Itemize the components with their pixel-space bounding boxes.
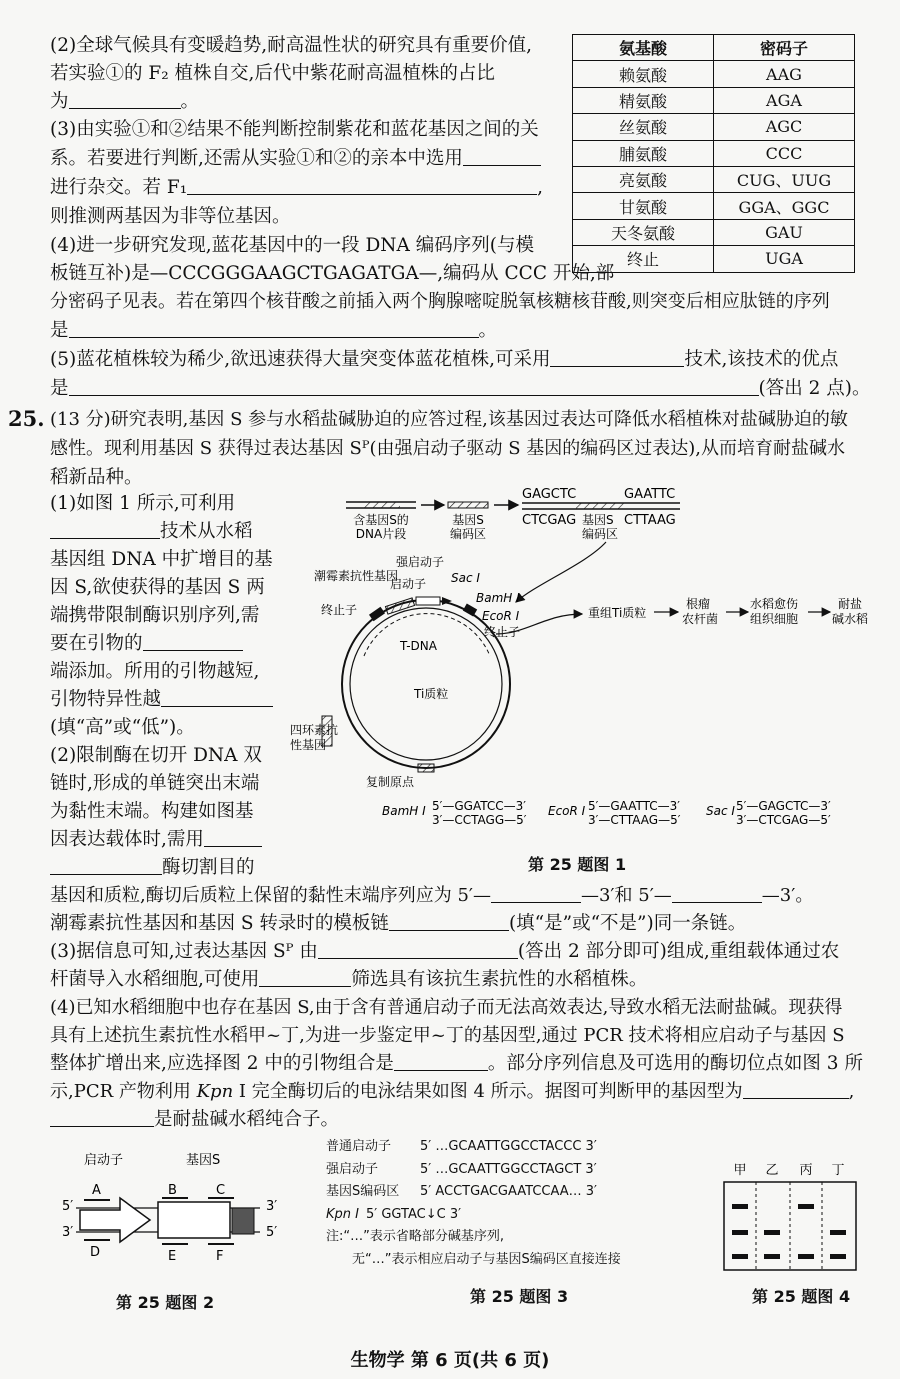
plasmid-outer [342,600,510,768]
gel-band [732,1204,748,1209]
label: T-DNA [400,639,437,653]
primer-label: E [168,1249,177,1264]
q25-p4-line4 [50,1080,854,1104]
figure-2 [50,1148,290,1278]
text: 。 [478,320,498,341]
figure-3 [326,1136,621,1271]
q24-p5-line2 [50,377,870,401]
label: 基因S [582,513,614,527]
label: 编码区 [449,527,487,541]
ori [418,764,434,772]
primer-label: D [90,1245,101,1260]
table-cell: 终止 [573,246,714,272]
label: BamH I [476,591,520,605]
primer-label: A [92,1183,101,1198]
table-cell: GGA、GGC [714,193,855,219]
lane-label: 丙 [799,1163,813,1178]
seq-label: 强启动子 [326,1161,379,1177]
seq-value: 5′ GGTAC↓C 3′ [366,1206,462,1222]
q24-p4-line2: 板链互补)是—CCCGGGAAGCTGAGATGA—,编码从 CCC 开始,部 [50,263,615,284]
table-row [573,246,855,272]
label: 启动子 [390,577,427,591]
primer-label: F [216,1249,224,1264]
text: Kpn [196,1081,234,1102]
text: (答出 2 点)。 [758,378,871,399]
table-row [573,140,855,166]
text: 示,PCR 产物利用 [50,1081,197,1102]
gel-band [830,1230,846,1235]
answer-blank[interactable] [69,319,479,338]
seq: 5′—GAGCTC—3′ [736,799,831,813]
q25-p2-line6 [50,884,813,908]
label: 3′ [266,1199,278,1214]
text: 潮霉素抗性基因和基因 S 转录时的模板链 [50,913,389,934]
table-cell: AGC [714,114,855,140]
seq: CTCGAG [522,513,577,528]
q24-p2-line2: 若实验①的 F₂ 植株自交,后代中紫花耐高温植株的占比 [50,63,495,84]
gene-s-hatch [364,502,400,508]
seq-label: 普通启动子 [326,1139,392,1154]
label: 根瘤 [686,597,711,611]
codon-table [572,34,855,273]
label: 复制原点 [366,775,415,789]
answer-blank[interactable] [69,90,181,109]
answer-blank[interactable] [204,828,262,847]
table-row [573,219,855,245]
gel-band [732,1254,748,1259]
q24-p4-line4 [50,319,497,343]
seq-value: 5′ …GCAATTGGCCTAGCT 3′ [420,1161,597,1177]
table-cell: 丝氨酸 [573,114,714,140]
text: (5)蓝花植株较为稀少,欲迅速获得大量突变体蓝花植株,可采用 [50,349,551,370]
table-row [573,114,855,140]
label: 性基因 [290,738,327,752]
figure-4 [720,1160,870,1276]
primer-label: C [216,1183,226,1198]
terminator-box [232,1208,254,1234]
label: BamH I [382,804,426,818]
seq: 5′—GAATTC—3′ [588,799,680,813]
text: 酶切割目的 [162,857,255,878]
q25-intro-line2: 感性。现利用基因 S 获得过表达基因 Sᴾ(由强启动子驱动 S 基因的编码区过表达),从而培育耐盐碱水 [50,438,845,459]
text: 是耐盐碱水稻纯合子。 [154,1109,340,1130]
lane-label: 甲 [733,1163,747,1178]
answer-blank[interactable] [161,688,273,707]
table-cell: AGA [714,87,855,113]
label: 强启动子 [396,555,445,569]
q25-p4-line3 [50,1052,863,1076]
q24-p3-line4: 则推测两基因为非等位基因。 [50,206,291,227]
promoter-arrow-shape [80,1198,150,1242]
q25-p1-line6 [50,632,243,656]
q25-p3-line1 [50,940,839,964]
gel-band [830,1254,846,1259]
text: 是 [50,320,69,341]
label: 水稻愈伤 [750,597,799,611]
q25-p1-line5: 端携带限制酶识别序列,需 [50,605,260,626]
text: (答出 2 部分即可)组成,重组载体通过农 [517,941,840,962]
q25-p1-line1: (1)如图 1 所示,可利用 [50,493,236,514]
q25-p1-line2 [50,520,253,544]
answer-blank[interactable] [463,147,541,166]
q25-p1-line8 [50,688,273,712]
text: 为 [50,91,69,112]
seq: 3′—CCTAGG—5′ [432,813,527,827]
text: I 完全酶切后的电泳结果如图 4 所示。据图可判断甲的基因型为 [233,1081,743,1102]
text: (填“是”或“不是”)同一条链。 [508,913,747,934]
terminator-block [463,604,477,617]
q25-p4-line2: 具有上述抗生素抗性水稻甲~丁,为进一步鉴定甲~丁的基因型,通过 PCR 技术将相应启动子与基因 S [50,1025,845,1046]
text: 基因和质粒,酶切后质粒上保留的黏性末端序列应为 5′— [50,885,491,906]
label: Ti质粒 [414,687,449,701]
text: 因表达载体时,需用 [50,829,204,850]
table-cell: 脯氨酸 [573,140,714,166]
label: 含基因S的 [353,513,409,527]
label: 碱水稻 [832,612,869,626]
page-footer: 生物学 第 6 页(共 6 页) [350,1350,550,1371]
seq-label: 基因S编码区 [326,1184,400,1199]
label: 编码区 [582,527,619,541]
answer-blank[interactable] [50,1108,154,1127]
coding-region [448,502,488,508]
seq-value: 5′ ACCTGACGAATCCAA… 3′ [420,1184,597,1199]
text: 筛选具有该抗生素抗性的水稻植株。 [351,969,648,990]
q25-p2-line7 [50,912,746,936]
answer-blank[interactable] [491,884,581,903]
text: —3′。 [761,885,814,906]
table-cell: 亮氨酸 [573,166,714,192]
label: DNA片段 [355,527,407,541]
label: 耐盐 [838,597,863,611]
text: (3)据信息可知,过表达基因 Sᴾ 由 [50,941,318,962]
gel-band [798,1204,814,1209]
figure-caption: 第 25 题图 4 [752,1287,851,1306]
text: 技术从水稻 [160,521,253,542]
gel-band [764,1254,780,1259]
answer-blank[interactable] [143,632,243,651]
q24-p5-line1 [50,348,838,372]
label: Sac I [706,804,735,818]
text: 要在引物的 [50,633,143,654]
label: 基因S [452,513,484,527]
gel-band [732,1230,748,1235]
text: 技术,该技术的优点 [684,349,839,370]
figure-caption: 第 25 题图 1 [528,855,627,874]
plasmid-inner [350,608,502,760]
gene-s-hatch [576,503,624,509]
text: —3′和 5′— [580,885,672,906]
table-row [573,61,855,87]
q24-p4-line3: 分密码子见表。若在第四个核苷酸之前插入两个胸腺嘧啶脱氧核糖核苷酸,则突变后相应肽链的序列 [50,291,830,312]
label: 潮霉素抗性基因 [314,569,399,583]
q25-p2-line5 [50,856,255,880]
gel-band [764,1230,780,1235]
q25-p1-line3: 基因组 DNA 中扩增目的基 [50,549,273,570]
answer-blank[interactable] [318,940,518,959]
q25-p1-line9: (填“高”或“低”)。 [50,717,195,738]
answer-blank[interactable] [672,884,762,903]
text: 进行杂交。若 F₁ [50,177,188,198]
table-row [573,166,855,192]
seq: CTTAAG [624,513,676,528]
q24-p3-line3 [50,176,543,200]
table-row [573,87,855,113]
answer-blank[interactable] [743,1080,849,1099]
gene-box [158,1202,230,1238]
answer-blank[interactable] [394,1052,488,1071]
seq: 5′—GGATCC—3′ [432,799,526,813]
q24-p3-line1: (3)由实验①和②结果不能判断控制紫花和蓝花基因之间的关 [50,119,539,140]
q25-p1-line4: 因 S,欲使获得的基因 S 两 [50,577,265,598]
answer-blank[interactable] [550,348,684,367]
lane-label: 乙 [765,1163,779,1178]
label: 重组Ti质粒 [588,606,647,620]
q25-p2-line4 [50,828,262,852]
answer-blank[interactable] [50,856,162,875]
table-cell: CUG、UUG [714,166,855,192]
text: 系。若要进行判断,还需从实验①和②的亲本中选用 [50,148,463,169]
q24-p3-line2 [50,147,541,171]
hygromycin-gene [385,598,414,614]
q24-p4-line1: (4)进一步研究发现,蓝花基因中的一段 DNA 编码序列(与模 [50,235,534,256]
label: 启动子 [84,1153,124,1168]
q25-p3-line2 [50,968,647,992]
seq-row [326,1204,621,1227]
label: 基因S [186,1153,221,1168]
table-cell: 精氨酸 [573,87,714,113]
answer-blank[interactable] [259,968,351,987]
seq: GAGCTC [522,487,577,502]
label: Sac I [451,571,480,585]
q25-p4-line5 [50,1108,339,1132]
q24-p2-line3 [50,90,199,114]
label: 5′ [266,1225,278,1240]
promoter-block [416,597,440,605]
text: 。部分序列信息及可选用的酶切位点如图 3 所 [487,1053,863,1074]
label: 5′ [62,1199,74,1214]
seq-row [326,1159,621,1182]
answer-blank[interactable] [69,377,759,396]
figure-caption: 第 25 题图 2 [116,1293,215,1312]
primer-label: B [168,1183,177,1198]
seq-label: Kpn I [326,1206,359,1222]
table-cell: 天冬氨酸 [573,219,714,245]
seq-value: 5′ …GCAATTGGCCTACCC 3′ [420,1139,597,1154]
label: 组织细胞 [750,612,799,626]
q25-p2-line2: 链时,形成的单链突出末端 [50,773,260,794]
answer-blank[interactable] [50,520,160,539]
answer-blank[interactable] [187,176,537,195]
note: 注:“…”表示省略部分碱基序列, [326,1229,504,1244]
label: 终止子 [321,603,358,617]
q24-p2-line1: (2)全球气候具有变暖趋势,耐高温性状的研究具有重要价值, [50,35,532,56]
note: 无“…”表示相应启动子与基因S编码区直接连接 [352,1251,621,1267]
seq: GAATTC [624,487,676,502]
q25-p1-line7: 端添加。所用的引物越短, [50,661,260,682]
label: 农杆菌 [682,612,719,626]
label: 3′ [62,1225,74,1240]
seq-row [326,1181,621,1204]
table-cell: 甘氨酸 [573,193,714,219]
question-number: 25. [8,406,45,431]
text: 。 [180,91,200,112]
gel-band [798,1254,814,1259]
text: , [848,1081,855,1102]
answer-blank[interactable] [389,912,509,931]
table-header: 氨基酸 [573,35,714,61]
q25-intro-line3: 稻新品种。 [50,467,143,488]
seq-row [326,1136,621,1159]
text: 是 [50,378,69,399]
text: , [537,177,544,198]
text: 引物特异性越 [50,689,162,710]
label: EcoR I [482,609,520,623]
label: EcoR I [548,804,586,818]
label: 四环素抗 [290,723,339,737]
table-row [573,193,855,219]
table-header-row [573,35,855,61]
q25-p2-line3: 为黏性末端。构建如图基 [50,801,254,822]
figure-caption: 第 25 题图 3 [470,1287,569,1306]
table-cell: CCC [714,140,855,166]
q25-intro-line1: (13 分)研究表明,基因 S 参与水稻盐碱胁迫的应答过程,该基因过表达可降低水稻植株对盐碱胁迫的敏 [50,409,848,430]
text: 杆菌导入水稻细胞,可使用 [50,969,260,990]
table-header: 密码子 [714,35,855,61]
text: 整体扩增出来,应选择图 2 中的引物组合是 [50,1053,394,1074]
q25-p2-line1: (2)限制酶在切开 DNA 双 [50,745,262,766]
table-cell: 赖氨酸 [573,61,714,87]
table-cell: UGA [714,246,855,272]
arrow [516,542,606,602]
table-cell: GAU [714,219,855,245]
table-cell: AAG [714,61,855,87]
seq: 3′—CTCGAG—5′ [736,813,831,827]
figure-1 [286,484,886,834]
label: 终止子 [484,625,521,639]
lane-label: 丁 [831,1163,845,1178]
q25-p4-line1: (4)已知水稻细胞中也存在基因 S,由于含有普通启动子而无法高效表达,导致水稻无法耐盐碱。现获得 [50,997,843,1018]
seq: 3′—CTTAAG—5′ [588,813,681,827]
